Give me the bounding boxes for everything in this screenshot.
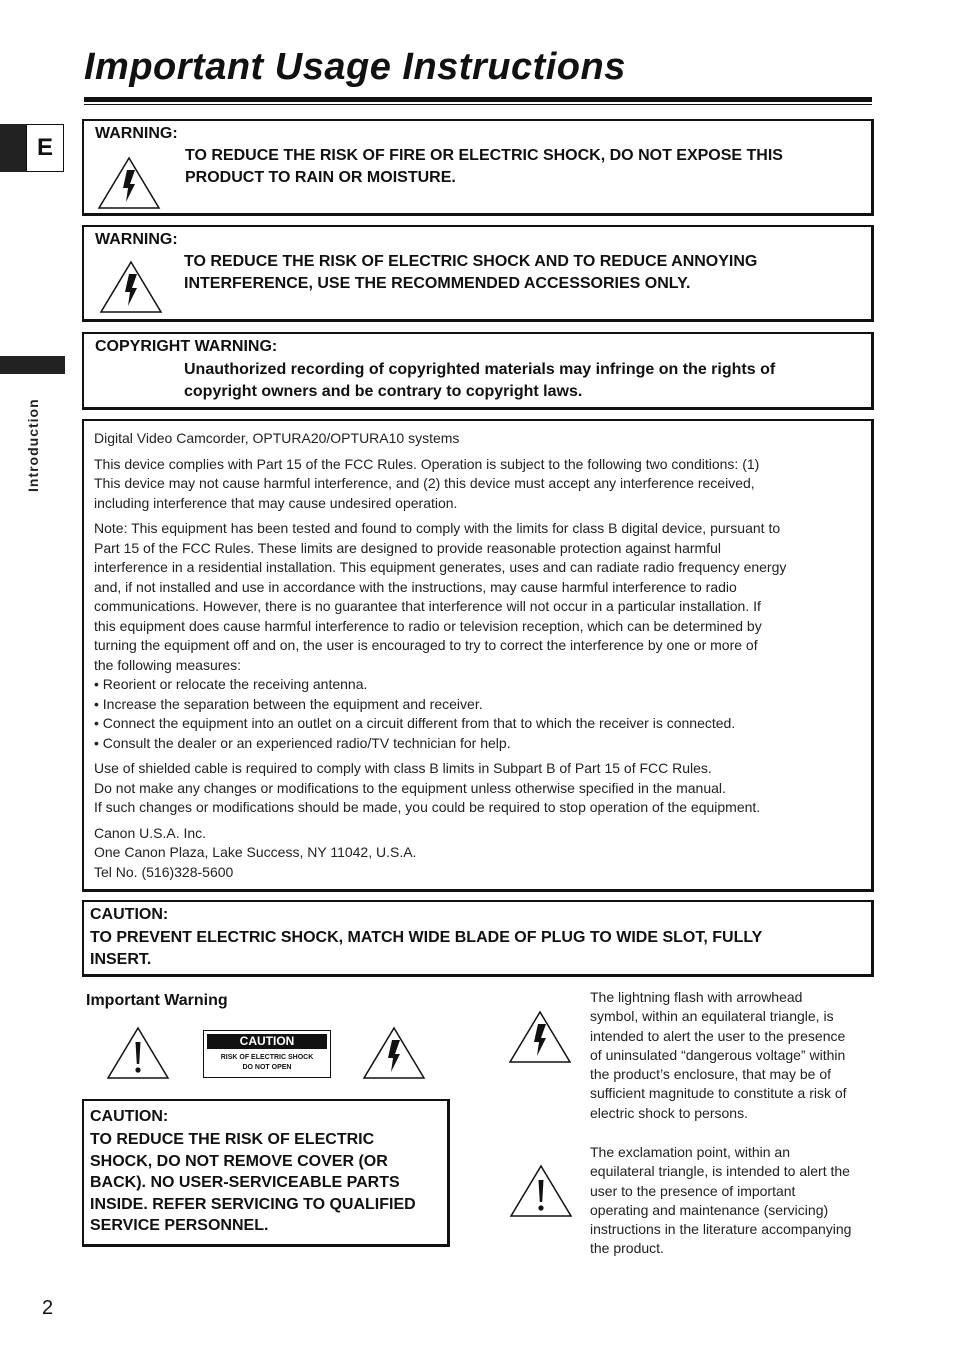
lightning-triangle-icon — [362, 1026, 426, 1080]
explanation-line: equilateral triangle, is intended to alert the — [590, 1163, 850, 1180]
lightning-triangle-icon — [97, 156, 161, 210]
caution-line: BACK). NO USER-SERVICEABLE PARTS — [90, 1174, 400, 1192]
title-rule-thin — [84, 104, 872, 105]
fcc-bullet: • Increase the separation between the equipment and receiver. — [94, 695, 483, 712]
lightning-explanation — [590, 988, 880, 1123]
fcc-line: Note: This equipment has been tested and found to comply with the limits for class B digital device, pursuant to — [94, 520, 781, 536]
title-rule — [84, 97, 872, 102]
warning-box-fire — [82, 119, 874, 216]
caution-label: CAUTION: — [90, 1108, 169, 1125]
fcc-address — [94, 824, 861, 883]
caution-badge-label: CAUTION — [207, 1034, 327, 1049]
copyright-line: copyright owners and be contrary to copyright laws. — [184, 383, 583, 400]
fcc-compliance — [94, 455, 861, 514]
address-line: Tel No. (516)328-5600 — [94, 863, 234, 880]
warning-line: PRODUCT TO RAIN OR MOISTURE. — [185, 169, 456, 186]
fcc-line: including interference that may cause undesired operation. — [94, 494, 458, 511]
fcc-bullet: • Consult the dealer or an experienced radio/TV technician for help. — [94, 734, 511, 751]
caution-line: TO PREVENT ELECTRIC SHOCK, MATCH WIDE BLADE OF PLUG TO WIDE SLOT, FULLY — [90, 929, 763, 946]
language-tab-bar — [0, 124, 26, 172]
fcc-note — [94, 519, 861, 753]
section-marker-bar — [0, 356, 65, 374]
warning-label: WARNING: — [95, 125, 178, 142]
exclamation-triangle-icon — [106, 1026, 170, 1080]
copyright-label: COPYRIGHT WARNING: — [95, 338, 278, 355]
copyright-line: Unauthorized recording of copyrighted materials may infringe on the rights of — [184, 361, 776, 378]
fcc-notice-box — [82, 419, 874, 892]
fcc-line: This device complies with Part 15 of the FCC Rules. Operation is subject to the following two conditions: (1) — [94, 455, 760, 472]
fcc-line: the following measures: — [94, 656, 242, 673]
fcc-line: Part 15 of the FCC Rules. These limits are designed to provide reasonable protection against harmful — [94, 539, 721, 556]
section-label: Introduction — [25, 398, 41, 492]
page-title: Important Usage Instructions — [84, 46, 626, 88]
caution-badge — [203, 1030, 331, 1078]
explanation-line: the product’s enclosure, that may be of — [590, 1066, 831, 1083]
page-number: 2 — [42, 1297, 54, 1319]
fcc-line: this equipment does cause harmful interference to radio or television reception, which can be determined by — [94, 617, 762, 634]
important-warning-heading: Important Warning — [86, 992, 228, 1009]
exclamation-triangle-icon — [509, 1164, 573, 1218]
caution-line: INSERT. — [90, 951, 152, 968]
fcc-line: This device may not cause harmful interference, and (2) this device must accept any interference received, — [94, 475, 755, 491]
fcc-line: turning the equipment off and on, the user is encouraged to try to correct the interference by one or more of — [94, 637, 758, 653]
explanation-line: electric shock to persons. — [590, 1104, 748, 1121]
warning-line: TO REDUCE THE RISK OF ELECTRIC SHOCK AND TO REDUCE ANNOYING — [184, 253, 758, 270]
address-line: Canon U.S.A. Inc. — [94, 824, 207, 841]
address-line: One Canon Plaza, Lake Success, NY 11042, U.S.A. — [94, 844, 417, 860]
fcc-line: Use of shielded cable is required to comply with class B limits in Subpart B of Part 15 of FCC Rules. — [94, 760, 712, 776]
caution-badge-sub: RISK OF ELECTRIC SHOCK — [220, 1054, 314, 1061]
caution-cover-box — [82, 1099, 450, 1247]
explanation-line: the product. — [590, 1240, 664, 1257]
caution-line: SERVICE PERSONNEL. — [90, 1217, 269, 1235]
fcc-line: communications. However, there is no guarantee that interference will not occur in a particular installation. If — [94, 598, 761, 614]
fcc-bullet: • Reorient or relocate the receiving antenna. — [94, 676, 368, 692]
caution-line: SHOCK, DO NOT REMOVE COVER (OR — [90, 1152, 388, 1170]
explanation-line: instructions in the literature accompanying — [590, 1221, 852, 1238]
caution-plug-box — [82, 900, 874, 977]
fcc-line: Do not make any changes or modifications to the equipment unless otherwise specified in the manual. — [94, 779, 726, 796]
explanation-line: The exclamation point, within an — [590, 1144, 790, 1160]
exclamation-explanation — [590, 1143, 880, 1259]
caution-label: CAUTION: — [90, 906, 169, 923]
caution-badge-sub: DO NOT OPEN — [242, 1064, 292, 1071]
explanation-line: intended to alert the user to the presence — [590, 1027, 846, 1044]
explanation-line: sufficient magnitude to constitute a risk of — [590, 1085, 847, 1102]
fcc-line: and, if not installed and use in accordance with the instructions, may cause harmful interference to radio — [94, 578, 737, 595]
warning-text — [184, 251, 864, 295]
copyright-text — [184, 359, 874, 403]
fcc-model: Digital Video Camcorder, OPTURA20/OPTURA10 systems — [94, 430, 460, 446]
explanation-line: symbol, within an equilateral triangle, is — [590, 1008, 834, 1025]
fcc-line: interference in a residential installation. This equipment generates, uses and can radiate radio frequency energy — [94, 559, 787, 575]
caution-line: TO REDUCE THE RISK OF ELECTRIC — [90, 1131, 375, 1148]
warning-label: WARNING: — [95, 231, 178, 248]
fcc-line: If such changes or modifications should be made, you could be required to stop operation of the equipment. — [94, 799, 761, 815]
explanation-line: The lightning flash with arrowhead — [590, 989, 803, 1005]
warning-line: TO REDUCE THE RISK OF FIRE OR ELECTRIC SHOCK, DO NOT EXPOSE THIS — [185, 147, 783, 164]
copyright-warning-box — [82, 332, 874, 410]
lightning-triangle-icon — [508, 1010, 572, 1064]
fcc-bullet: • Connect the equipment into an outlet on a circuit different from that to which the receiver is connected. — [94, 715, 736, 731]
warning-line: INTERFERENCE, USE THE RECOMMENDED ACCESSORIES ONLY. — [184, 275, 691, 292]
warning-box-accessories — [82, 225, 874, 322]
fcc-cable — [94, 759, 861, 818]
language-tab: E — [26, 124, 64, 172]
warning-text — [185, 145, 865, 189]
caution-line: INSIDE. REFER SERVICING TO QUALIFIED — [90, 1195, 416, 1213]
caution-text — [90, 1129, 446, 1237]
explanation-line: operating and maintenance (servicing) — [590, 1201, 829, 1218]
explanation-line: user to the presence of important — [590, 1182, 796, 1199]
caution-text — [90, 927, 870, 971]
lightning-triangle-icon — [99, 260, 163, 314]
explanation-line: of uninsulated “dangerous voltage” within — [590, 1046, 846, 1063]
